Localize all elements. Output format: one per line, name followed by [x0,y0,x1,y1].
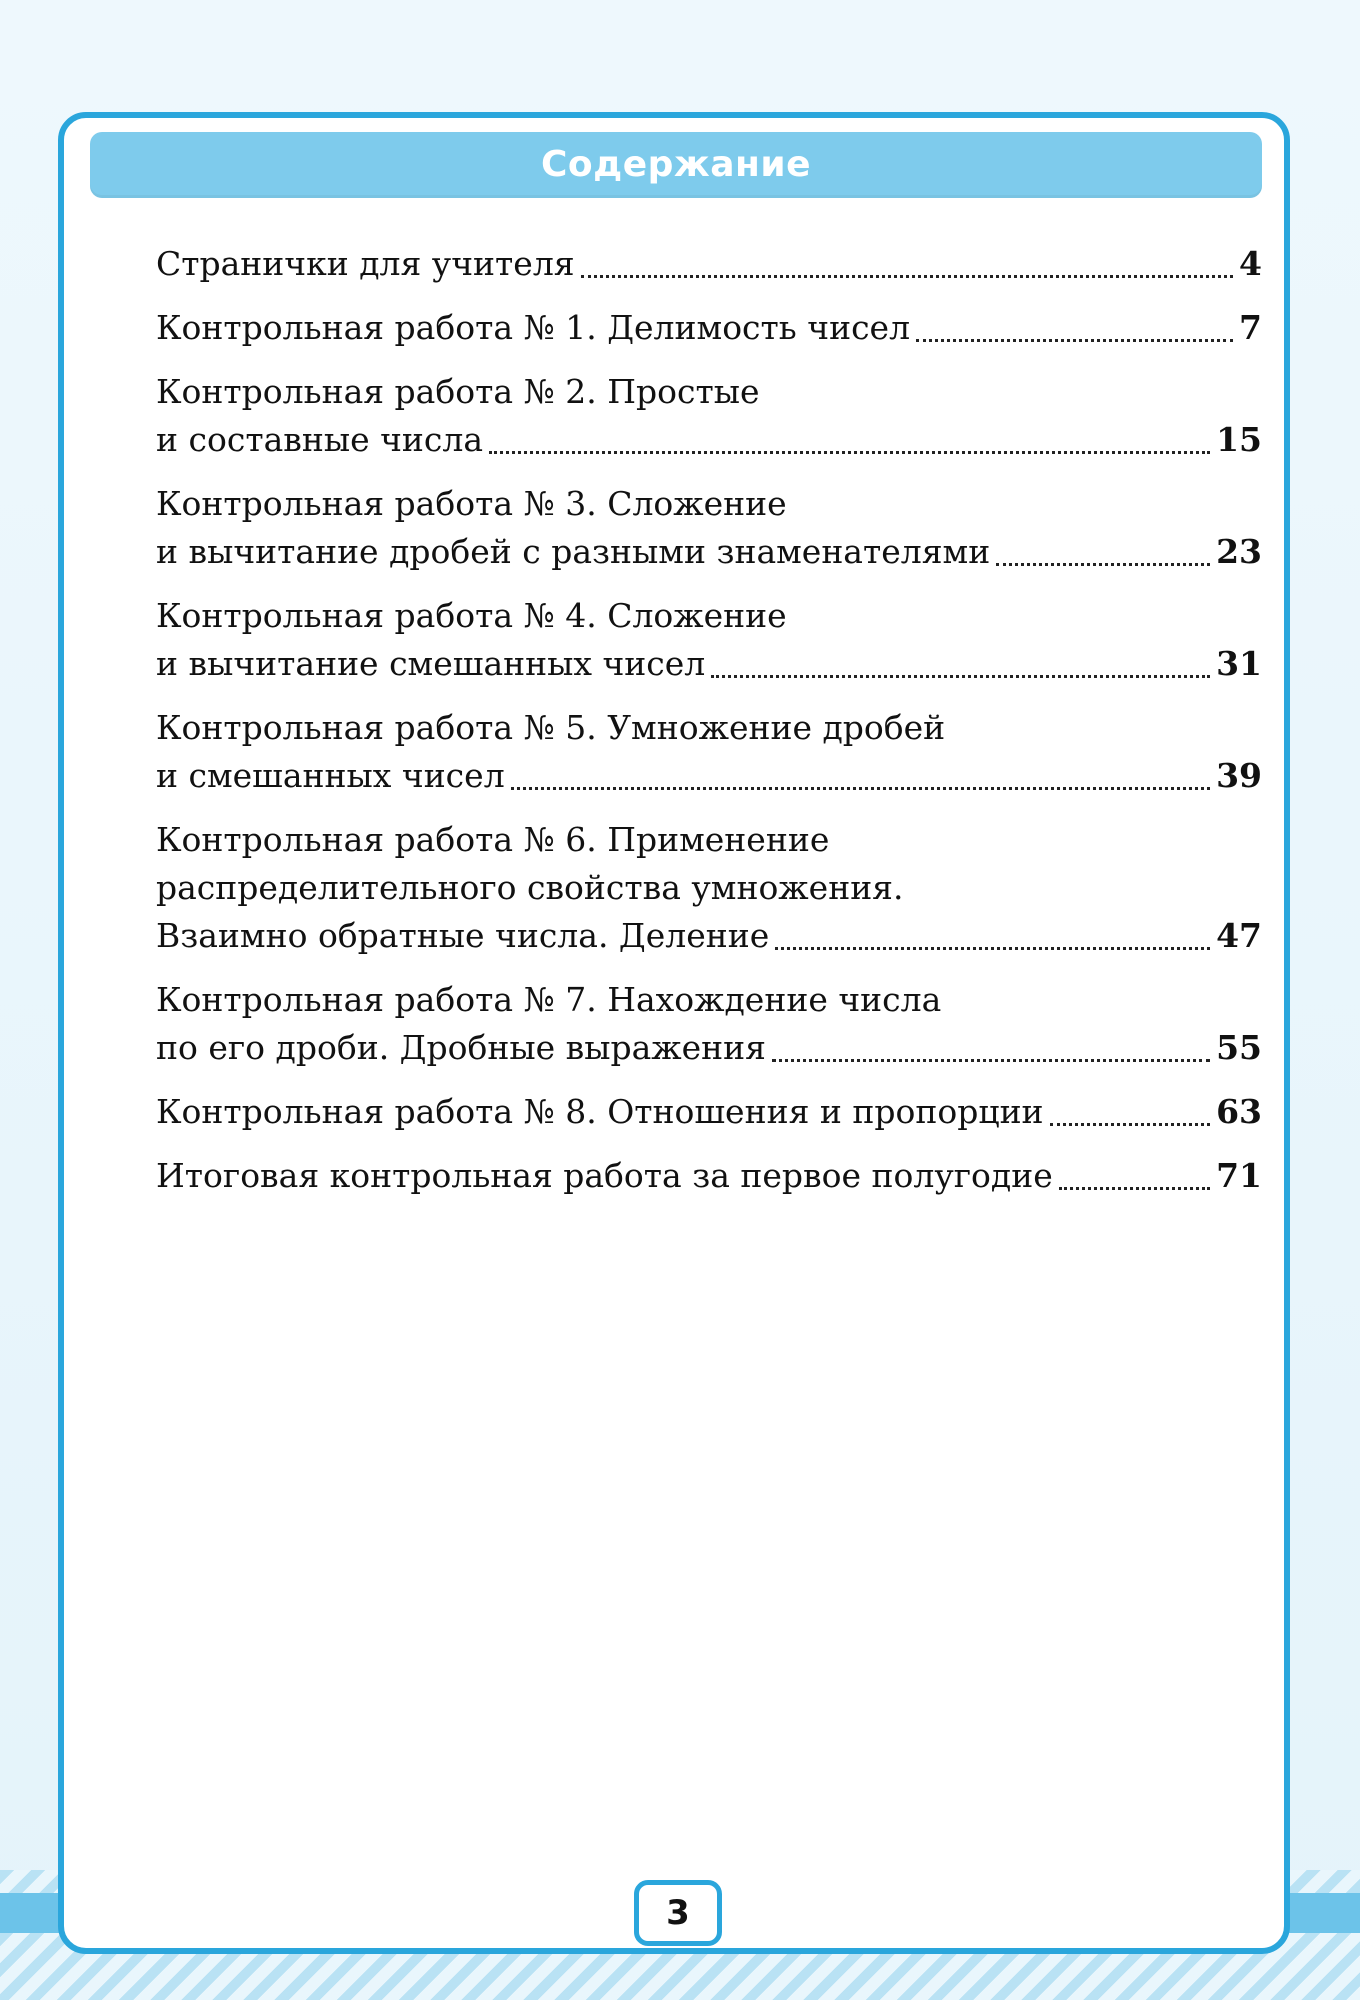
toc-leader-dots [916,339,1233,342]
toc-entry-title: Контрольная работа № 3. Сложение [156,484,787,523]
toc-leader-dots [996,563,1210,566]
toc-page-number: 15 [1216,420,1262,459]
toc-page-number: 71 [1216,1156,1262,1195]
toc-entry[interactable] [156,816,1262,960]
toc-entry-title: Итоговая контрольная работа за первое полугодие [156,1156,1053,1195]
toc-entry[interactable] [156,368,1262,464]
toc-entry-line [156,912,1262,960]
page-number: 3 [666,1893,690,1933]
toc-entry-title: Взаимно обратные числа. Деление [156,916,770,955]
toc-entry-line [156,816,1262,864]
toc-entry-line [156,704,1262,752]
toc-entry-line [156,240,1262,288]
toc-leader-dots [489,451,1210,454]
toc-entry[interactable] [156,976,1262,1072]
toc-entry-line [156,640,1262,688]
toc-page-number: 47 [1216,916,1262,955]
toc-leader-dots [581,275,1233,278]
toc-entry[interactable] [156,704,1262,800]
toc-entry-line [156,368,1262,416]
page-title: Содержание [540,144,812,185]
toc-entry[interactable] [156,304,1262,352]
toc-entry-title: и вычитание смешанных чисел [156,644,706,683]
page-number-box [634,1880,722,1946]
toc-entry-title: распределительного свойства умножения. [156,868,904,907]
toc-entry-line [156,752,1262,800]
toc-entry-line [156,480,1262,528]
toc-entry[interactable] [156,1088,1262,1136]
toc-entry-title: Контрольная работа № 2. Простые [156,372,760,411]
toc-entry-line [156,864,1262,912]
toc-entry-title: и смешанных чисел [156,756,505,795]
toc-entry[interactable] [156,592,1262,688]
toc-entry-line [156,1088,1262,1136]
toc-page-number: 23 [1216,532,1262,571]
table-of-contents [156,240,1262,1200]
toc-entry-line [156,1024,1262,1072]
toc-leader-dots [711,675,1210,678]
toc-entry-line [156,304,1262,352]
toc-page-number: 39 [1216,756,1262,795]
toc-entry-title: Контрольная работа № 4. Сложение [156,596,787,635]
toc-entry-title: Контрольная работа № 8. Отношения и пропорции [156,1092,1044,1131]
toc-entry-line [156,528,1262,576]
toc-entry-line [156,1152,1262,1200]
toc-leader-dots [511,787,1210,790]
toc-page-number: 31 [1216,644,1262,683]
toc-leader-dots [775,947,1210,950]
toc-entry-title: по его дроби. Дробные выражения [156,1028,766,1067]
toc-entry-line [156,976,1262,1024]
toc-page-number: 4 [1239,244,1262,283]
toc-entry-title: Странички для учителя [156,244,575,283]
toc-leader-dots [1059,1187,1210,1190]
toc-entry-title: и вычитание дробей с разными знаменателями [156,532,991,571]
toc-page-number: 63 [1216,1092,1262,1131]
toc-entry-title: Контрольная работа № 1. Делимость чисел [156,308,911,347]
toc-entry-title: Контрольная работа № 5. Умножение дробей [156,708,946,747]
toc-entry-title: и составные числа [156,420,484,459]
toc-leader-dots [1050,1123,1211,1126]
toc-page-number: 55 [1216,1028,1262,1067]
toc-entry-line [156,592,1262,640]
toc-entry-title: Контрольная работа № 6. Применение [156,820,830,859]
toc-page-number: 7 [1239,308,1262,347]
toc-leader-dots [772,1059,1210,1062]
toc-entry[interactable] [156,1152,1262,1200]
toc-entry[interactable] [156,480,1262,576]
toc-entry-title: Контрольная работа № 7. Нахождение числа [156,980,942,1019]
toc-entry[interactable] [156,240,1262,288]
header-bar [90,132,1262,198]
toc-entry-line [156,416,1262,464]
